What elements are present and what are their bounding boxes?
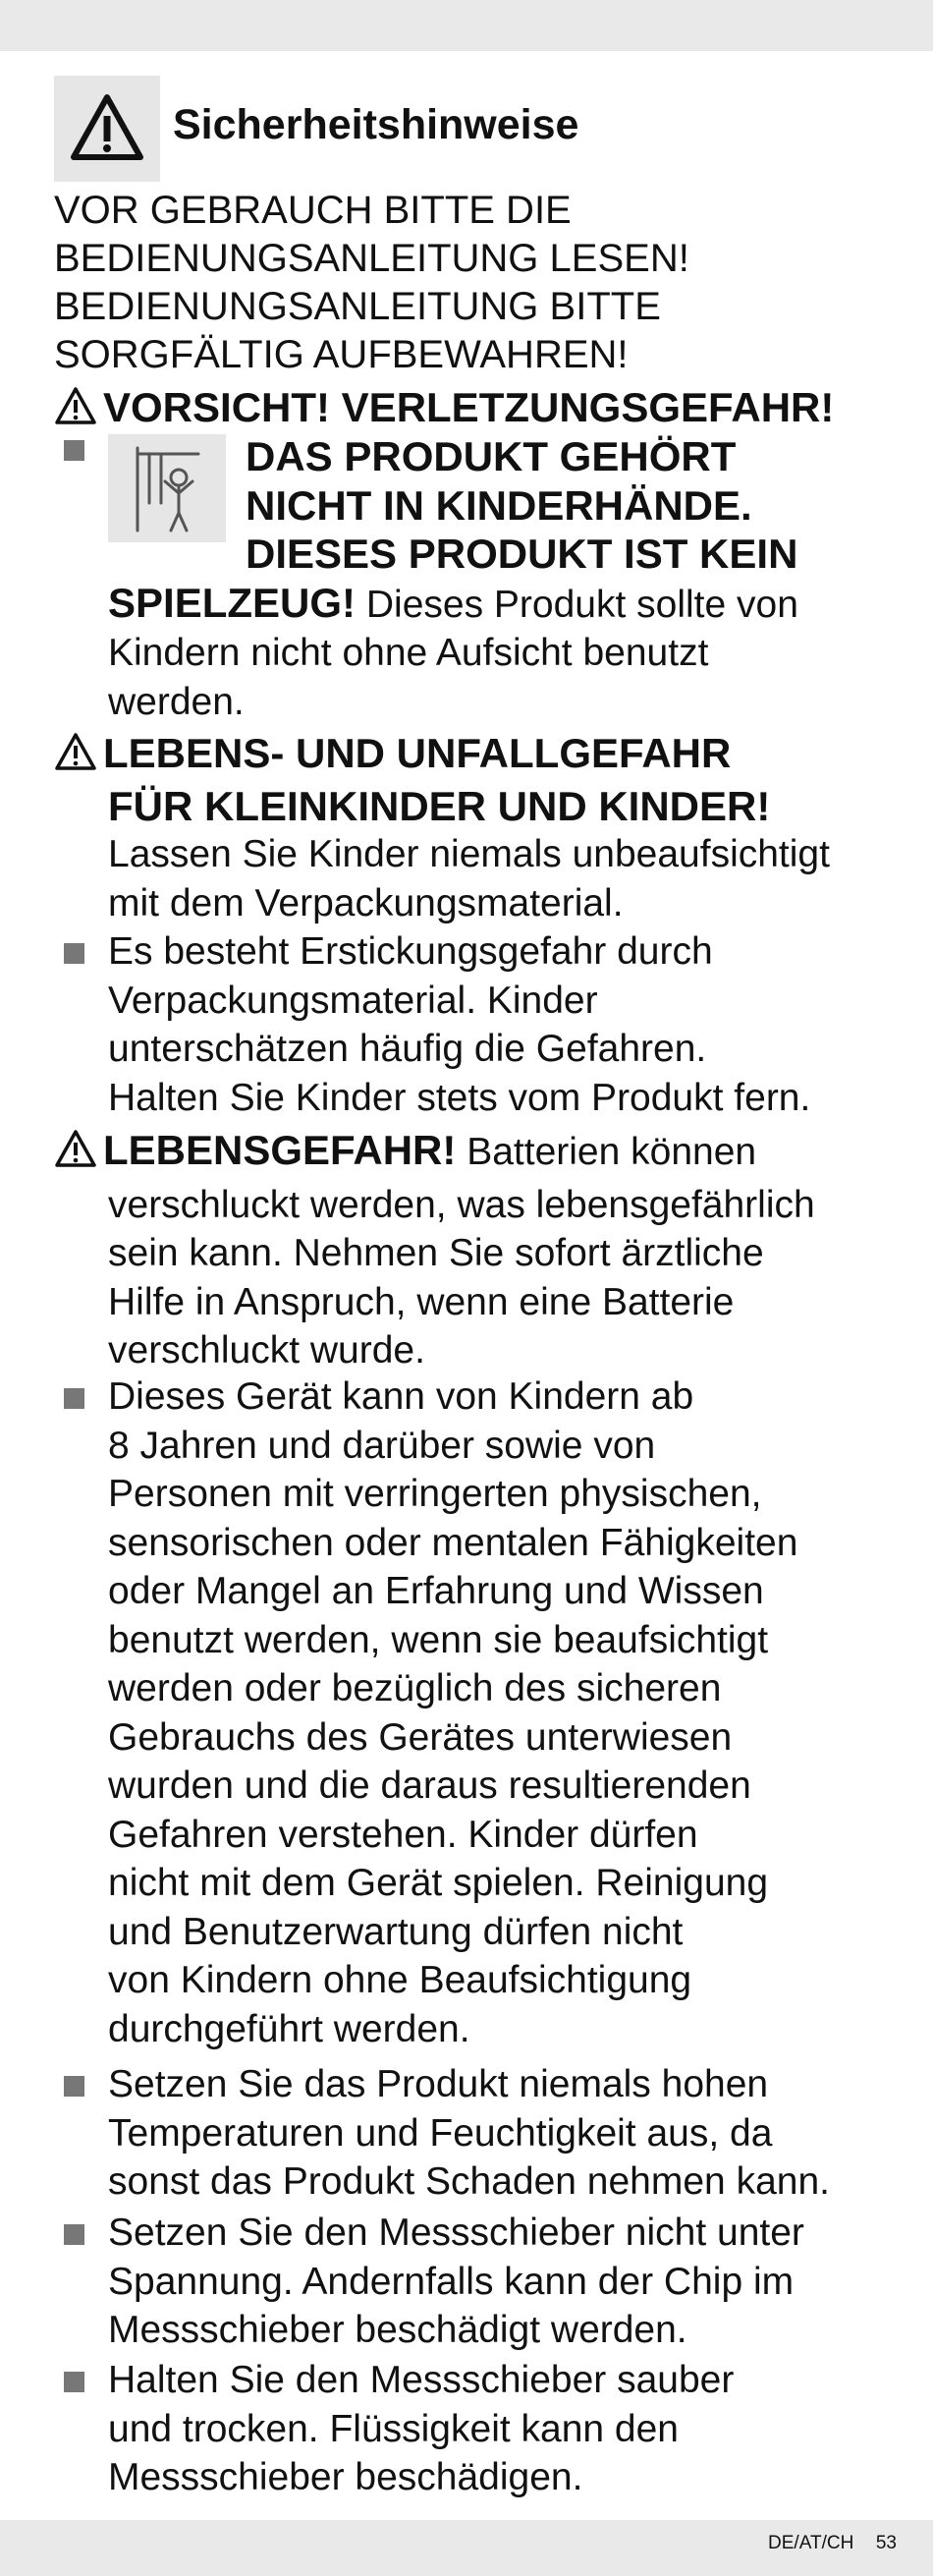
list-item-line: Personen mit verringerten physischen,: [108, 1473, 762, 1515]
bullet-voltage: [54, 2209, 899, 2355]
list-item-line: Gefahren verstehen. Kinder dürfen: [108, 1813, 698, 1856]
warning-text: mit dem Verpackungsmaterial.: [108, 881, 624, 924]
list-item-line: Setzen Sie den Messschieber nicht unter: [108, 2212, 804, 2254]
warning-battery: [54, 1126, 899, 1375]
warning-text: verschluckt wurde.: [108, 1329, 425, 1372]
bullet-square: [64, 2224, 84, 2245]
warning-text: Hilfe in Anspruch, wenn eine Batterie: [108, 1280, 735, 1323]
warning-text: Dieses Produkt sollte von: [356, 583, 798, 626]
bullet-square: [64, 2372, 84, 2392]
warning-text: Batterien können: [456, 1131, 757, 1173]
list-item-line: Halten Sie Kinder stets vom Produkt fern.: [108, 1076, 811, 1119]
list-item-line: 8 Jahren und darüber sowie von: [108, 1424, 656, 1467]
child-warning-icon: [108, 434, 226, 542]
page-number: 53: [875, 2533, 897, 2553]
list-item-line: werden oder bezüglich des sicheren: [108, 1667, 722, 1709]
bullet-clean-dry: [54, 2356, 899, 2502]
warning-title: LEBENSGEFAHR!: [103, 1127, 457, 1173]
warning-bold-line: NICHT IN KINDERHÄNDE.: [246, 481, 752, 529]
bullet-square: [64, 2076, 84, 2097]
warning-bold-line: DIESES PRODUKT IST KEIN: [246, 531, 798, 577]
list-item-line: durchgeführt werden.: [108, 2007, 470, 2050]
page-title: Sicherheitshinweise: [173, 101, 579, 148]
intro-line: VOR GEBRAUCH BITTE DIE: [54, 189, 572, 232]
warning-injury: [54, 383, 899, 436]
intro-line: BEDIENUNGSANLEITUNG BITTE: [54, 285, 661, 328]
warning-text: Kindern nicht ohne Aufsicht benutzt: [108, 632, 709, 674]
warning-triangle-icon: [54, 386, 103, 436]
bullet-children-use: [54, 1372, 899, 2053]
list-item-line: Es besteht Erstickungsgefahr durch: [108, 930, 713, 973]
list-item-line: wurden und die daraus resultierenden: [108, 1764, 751, 1807]
warning-title: LEBENS- UND UNFALLGEFAHR: [103, 730, 732, 776]
intro-line: SORGFÄLTIG AUFBEWAHREN!: [54, 333, 629, 376]
bullet-square: [64, 440, 84, 461]
list-item-line: Gebrauchs des Gerätes unterwiesen: [108, 1715, 733, 1759]
warning-text: werden.: [108, 680, 245, 723]
top-margin-bar: [0, 0, 933, 51]
footer-locale: DE/AT/CH: [768, 2533, 854, 2553]
bullet-choking-hazard: [54, 927, 899, 1122]
bullet-not-for-children: [54, 432, 899, 726]
bullet-square: [64, 1388, 84, 1409]
list-item-line: Spannung. Andernfalls kann der Chip im: [108, 2260, 795, 2303]
warning-title: FÜR KLEINKINDER UND KINDER!: [108, 782, 771, 829]
warning-bold-line: DAS PRODUKT GEHÖRT: [246, 433, 737, 479]
list-item-line: Setzen Sie das Produkt niemals hohen: [108, 2063, 769, 2105]
list-item-line: und trocken. Flüssigkeit kann den: [108, 2407, 680, 2450]
list-item-line: Verpackungsmaterial. Kinder: [108, 979, 598, 1022]
warning-triangle-icon: [54, 76, 160, 182]
list-item-line: Temperaturen und Feuchtigkeit aus, da: [108, 2111, 773, 2155]
list-item-line: sonst das Produkt Schaden nehmen kann.: [108, 2160, 830, 2203]
list-item-line: von Kindern ohne Beaufsichtigung: [108, 1959, 692, 2001]
bullet-square: [64, 943, 84, 964]
list-item-line: sensorischen oder mentalen Fähigkeiten: [108, 1521, 798, 1564]
intro-notice: [54, 187, 899, 379]
warning-text: verschluckt werden, was lebensgefährlich: [108, 1183, 815, 1226]
list-item-line: unterschätzen häufig die Gefahren.: [108, 1028, 707, 1070]
list-item-line: Halten Sie den Messschieber sauber: [108, 2359, 735, 2401]
page-footer: [768, 2533, 897, 2554]
list-item-line: Messschieber beschädigt werden.: [108, 2309, 687, 2351]
intro-line: BEDIENUNGSANLEITUNG LESEN!: [54, 237, 689, 280]
warning-injury-title: VORSICHT! VERLETZUNGSGEFAHR!: [103, 384, 835, 430]
list-item-line: oder Mangel an Erfahrung und Wissen: [108, 1570, 764, 1612]
list-item-line: und Benutzerwartung dürfen nicht: [108, 1910, 684, 1953]
list-item-line: Messschieber beschädigen.: [108, 2456, 583, 2498]
warning-text: sein kann. Nehmen Sie sofort ärztliche: [108, 1232, 764, 1274]
warning-triangle-icon: [54, 732, 103, 782]
list-item-line: benutzt werden, wenn sie beaufsichtigt: [108, 1618, 769, 1661]
warning-triangle-icon: [54, 1129, 103, 1181]
warning-bold-lead: SPIELZEUG!: [108, 579, 357, 626]
bullet-temperature: [54, 2060, 899, 2207]
warning-text: Lassen Sie Kinder niemals unbeaufsichtigt: [108, 833, 830, 875]
list-item-line: nicht mit dem Gerät spielen. Reinigung: [108, 1862, 769, 1904]
list-item-line: Dieses Gerät kann von Kindern ab: [108, 1375, 694, 1418]
warning-life-danger-children: [54, 729, 899, 927]
